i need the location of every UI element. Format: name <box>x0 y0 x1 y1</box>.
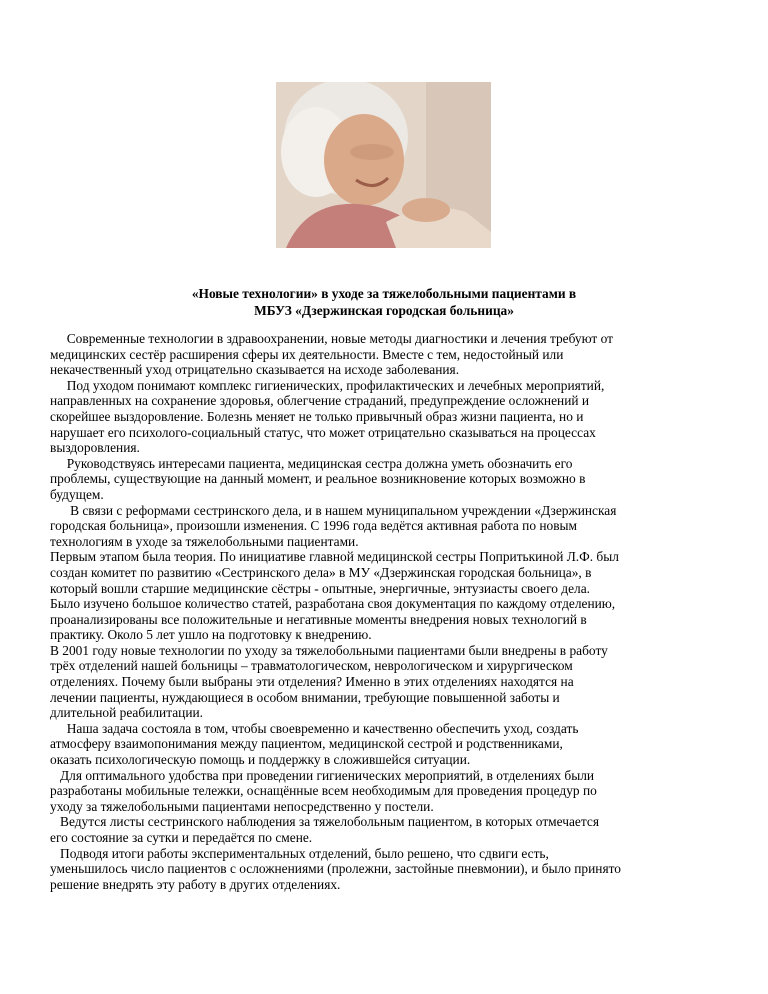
title-line-1: «Новые технологии» в уходе за тяжелобольными пациентами в <box>191 286 577 301</box>
body-line: практику. Около 5 лет ушло на подготовку к внедрению. <box>50 627 372 643</box>
body-line: Руководствуясь интересами пациента, медицинская сестра должна уметь обозначить его <box>50 455 573 471</box>
elderly-woman-photo <box>276 82 491 248</box>
body-line: выздоровления. <box>50 440 140 456</box>
body-line: который вошли старшие медицинские сёстры - опытные, энергичные, энтузиасты своего дела. <box>50 580 591 596</box>
body-line: медицинских сестёр расширения сферы их деятельности. Вместе с тем, недостойный или <box>50 346 564 362</box>
body-line: Современные технологии в здравоохранении, новые методы диагностики и лечения требуют от <box>50 331 613 346</box>
body-line: Было изучено большое количество статей, разработана своя документация по каждому отделению, <box>50 596 616 612</box>
body-line: В 2001 году новые технологии по уходу за тяжелобольными пациентами были внедрены в работу <box>50 642 608 658</box>
body-line: Ведутся листы сестринского наблюдения за тяжелобольным пациентом, в которых отмечается <box>50 814 599 830</box>
body-line: направленных на сохранение здоровья, облегчение страданий, предупреждение осложнений и <box>50 393 590 409</box>
body-line: уходу за тяжелобольными пациентами непосредственно у постели. <box>50 798 434 814</box>
body-line: разработаны мобильные тележки, оснащённые всем необходимым для проведения процедур по <box>50 783 597 799</box>
body-line: проанализированы все положительные и негативные моменты внедрения новых технологий в <box>50 611 587 627</box>
body-line: городская больница», произошли изменения. С 1996 года ведётся активная работа по новым <box>50 518 578 534</box>
body-line: отделениях. Почему были выбраны эти отделения? Именно в этих отделениях находятся на <box>50 674 574 690</box>
body-line: его состояние за сутки и передаётся по смене. <box>50 830 313 845</box>
body-line: Наша задача состояла в том, чтобы своевременно и качественно обеспечить уход, создать <box>50 720 579 736</box>
body-line: В связи с реформами сестринского дела, и в нашем муниципальном учреждении «Дзержинская <box>50 502 617 518</box>
body-line: оказать психологическую помощь и поддержку в сложившейся ситуации. <box>50 752 471 768</box>
body-line: проблемы, существующие на данный момент, и реальное возникновение которых возможно в <box>50 471 586 487</box>
body-line: лечении пациенты, нуждающиеся в особом внимании, требующие повышенной заботы и <box>50 689 560 705</box>
body-line: технологиям в уходе за тяжелобольными пациентами. <box>50 533 359 549</box>
title-line-2: МБУЗ «Дзержинская городская больница» <box>254 303 514 318</box>
body-line: некачественный уход отрицательно сказывается на исходе заболевания. <box>50 362 460 378</box>
body-line: Под уходом понимают комплекс гигиенических, профилактических и лечебных мероприятий, <box>50 377 605 393</box>
body-line: скорейшее выздоровление. Болезнь меняет не только привычный образ жизни пациента, но и <box>50 408 584 424</box>
body-line: создан комитет по развитию «Сестринского дела» в МУ «Дзержинская городская больница», в <box>50 564 592 580</box>
body-line: Первым этапом была теория. По инициативе главной медицинской сестры Попритькиной Л.Ф. был <box>50 549 619 565</box>
body-line: будущем. <box>50 486 104 502</box>
body-line: нарушает его психолого-социальный статус, что может отрицательно сказываться на процессах <box>50 424 596 440</box>
document-title <box>60 285 708 319</box>
body-line: решение внедрять эту работу в других отделениях. <box>50 876 341 892</box>
body-line: трёх отделений нашей больницы – травматологическом, неврологическом и хирургическом <box>50 658 573 674</box>
body-line: Подводя итоги работы экспериментальных отделений, было решено, что сдвиги есть, <box>50 845 549 861</box>
body-line: атмосферу взаимопонимания между пациентом, медицинской сестрой и родственниками, <box>50 736 563 752</box>
body-line: уменьшилось число пациентов с осложнениями (пролежни, застойные пневмонии), и было принято <box>50 861 621 877</box>
body-line: длительной реабилитации. <box>50 705 203 721</box>
body-line: Для оптимального удобства при проведении гигиенических мероприятий, в отделениях были <box>50 767 595 783</box>
article-body <box>50 331 726 892</box>
